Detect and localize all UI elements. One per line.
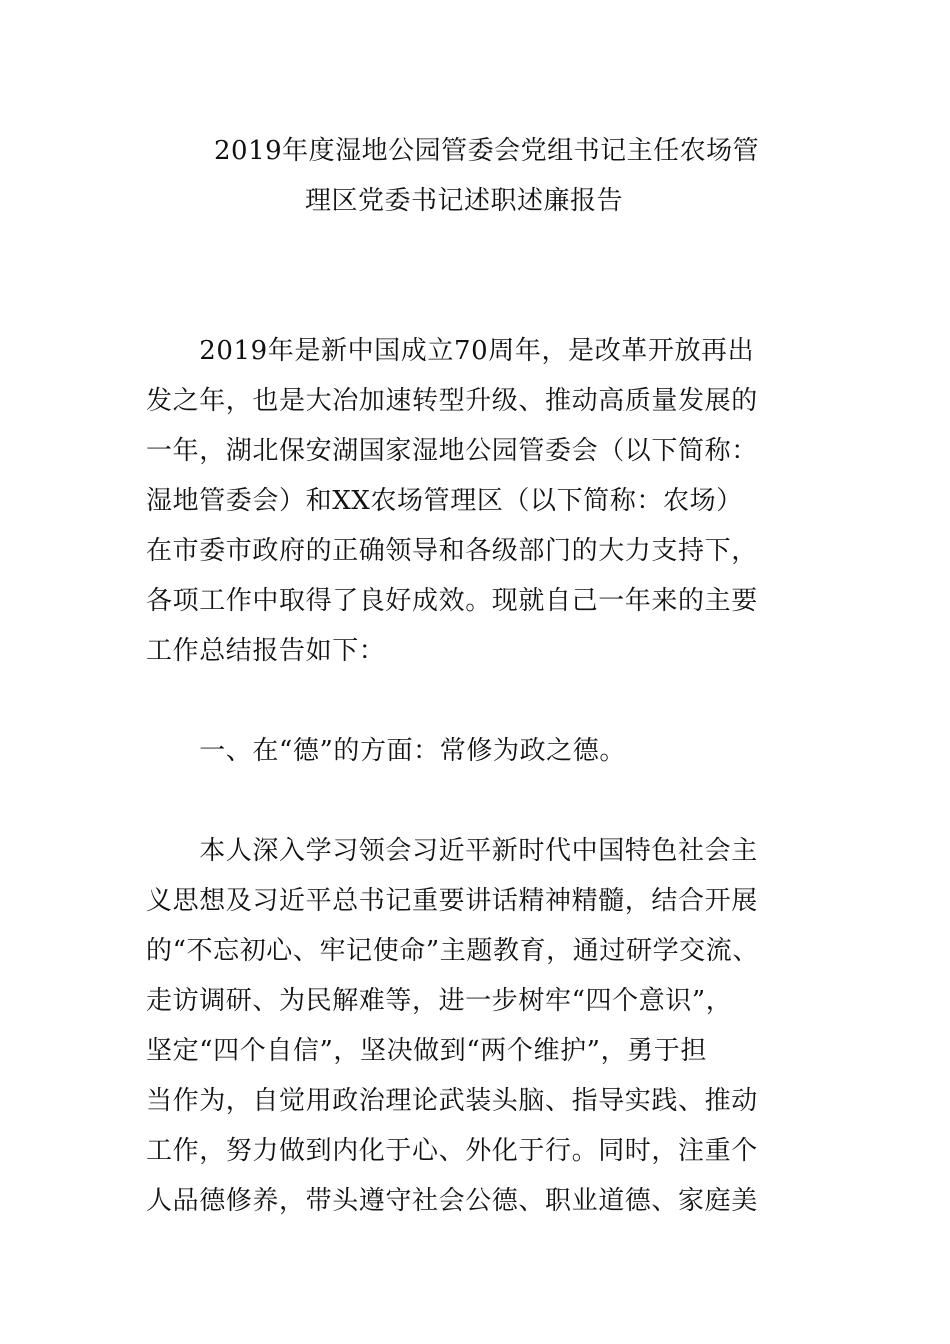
paragraph-1-line-7: 工作总结报告如下： [146, 636, 386, 666]
paragraph-2-line-1: 本人深入学习领会习近平新时代中国特色社会主 [146, 836, 758, 866]
paragraph-2-line-6: 当作为，自觉用政治理论武装头脑、指导实践、推动 [146, 1086, 758, 1116]
document-title-line-2: 理区党委书记述职述廉报告 [305, 186, 624, 216]
paragraph-1-line-6: 各项工作中取得了良好成效。现就自己一年来的主要 [146, 586, 758, 616]
paragraph-1-line-3: 一年，湖北保安湖国家湿地公园管委会（以下简称： [146, 436, 758, 466]
section-1-heading: 一、在“德”的方面：常修为政之德。 [146, 736, 626, 766]
paragraph-1-line-2: 发之年，也是大冶加速转型升级、推动高质量发展的 [146, 386, 758, 416]
paragraph-2-line-8: 人品德修养，带头遵守社会公德、职业道德、家庭美 [146, 1186, 758, 1216]
paragraph-2-line-7: 工作，努力做到内化于心、外化于行。同时，注重个 [146, 1136, 758, 1166]
paragraph-1-line-1: 2019年是新中国成立70周年，是改革开放再出 [146, 336, 755, 366]
paragraph-1-line-5: 在市委市政府的正确领导和各级部门的大力支持下， [146, 536, 758, 566]
paragraph-2-line-5: 坚定“四个自信”，坚决做到“两个维护”，勇于担 [146, 1036, 707, 1066]
paragraph-2-line-2: 义思想及习近平总书记重要讲话精神精髓，结合开展 [146, 886, 758, 916]
document-title-line-1: 2019年度湿地公园管委会党组书记主任农场管 [214, 136, 760, 166]
paragraph-1-line-4: 湿地管委会）和XX农场管理区（以下简称：农场） [146, 486, 743, 516]
paragraph-2-line-3: 的“不忘初心、牢记使命”主题教育，通过研学交流、 [146, 936, 759, 966]
paragraph-2-line-4: 走访调研、为民解难等，进一步树牢“四个意识”， [146, 986, 733, 1016]
